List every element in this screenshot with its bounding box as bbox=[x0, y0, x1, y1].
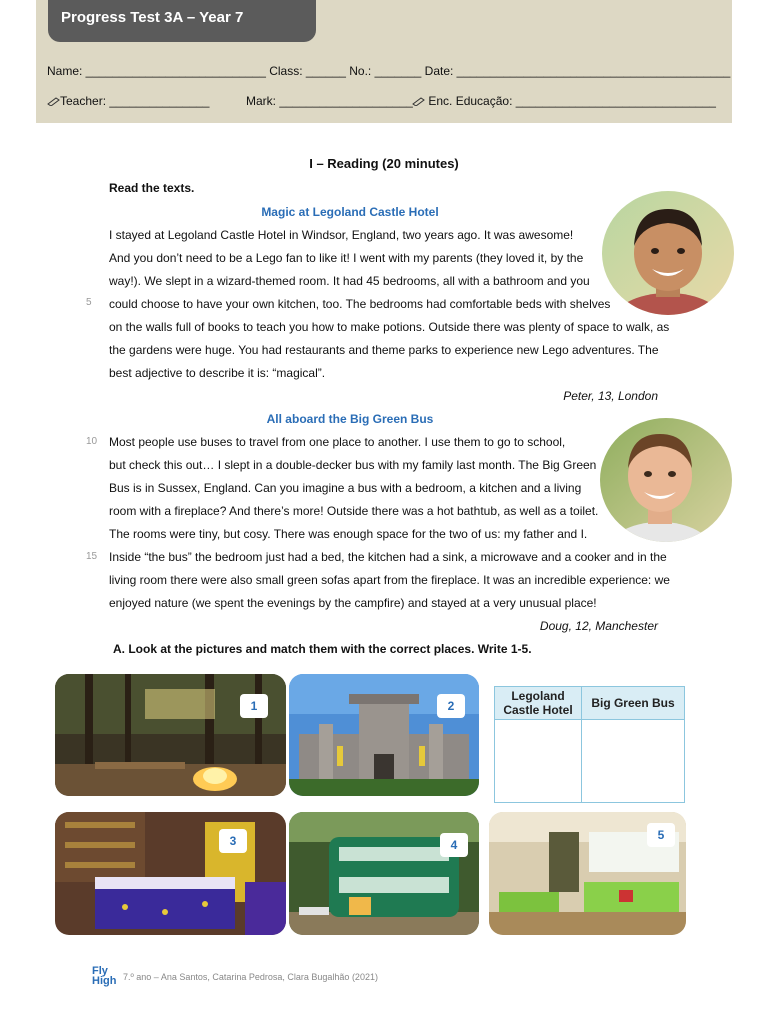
pencil-icon bbox=[412, 97, 425, 106]
enc-educacao-field[interactable] bbox=[412, 94, 716, 108]
text1-line: best adjective to describe it is: “magical”. bbox=[109, 366, 326, 380]
test-title: Progress Test 3A – Year 7 bbox=[48, 0, 316, 42]
text1-line: could choose to have your own kitchen, too. The bedrooms had comfortable beds with shelves bbox=[109, 297, 611, 311]
picture-2-castle bbox=[289, 674, 479, 796]
logo-line: High bbox=[92, 975, 117, 987]
text1-line: I stayed at Legoland Castle Hotel in Windsor, England, two years ago. It was awesome! bbox=[109, 228, 574, 242]
answer-cell-legoland[interactable] bbox=[495, 720, 582, 803]
line-number: 15 bbox=[86, 551, 98, 562]
line-number: 10 bbox=[86, 436, 98, 447]
task-a-instruction: A. Look at the pictures and match them with the correct places. Write 1-5. bbox=[113, 642, 532, 656]
text2-line: enjoyed nature (we spent the evenings by the campfire) and stayed at a very unusual place! bbox=[109, 596, 597, 610]
pencil-icon bbox=[47, 97, 60, 106]
picture-3-wizard-bedroom bbox=[55, 812, 286, 935]
table-header-bus: Big Green Bus bbox=[582, 687, 685, 720]
text2-line: Inside “the bus” the bedroom just had a bed, the kitchen had a sink, a microwave and a cooker and in the bbox=[109, 550, 667, 564]
picture-number-badge: 1 bbox=[240, 694, 268, 718]
boy-photo-peter bbox=[602, 191, 734, 315]
text1-title: Magic at Legoland Castle Hotel bbox=[261, 205, 439, 219]
text2-title: All aboard the Big Green Bus bbox=[266, 412, 434, 426]
teacher-label: Teacher: _______________ bbox=[60, 94, 210, 108]
picture-1-campfire bbox=[55, 674, 286, 796]
picture-number-badge: 4 bbox=[440, 833, 468, 857]
text2-signature: Doug, 12, Manchester bbox=[539, 619, 658, 633]
text2-line: Bus is in Sussex, England. Can you imagine a bus with a bedroom, a kitchen and a living bbox=[109, 481, 582, 495]
teacher-field[interactable] bbox=[47, 94, 209, 108]
enc-label: Enc. Educação: ______________________________ bbox=[428, 94, 716, 108]
text1-line: the gardens were huge. You had restaurants and theme parks to experience new Lego adventures. The bbox=[109, 343, 659, 357]
picture-number-badge: 2 bbox=[437, 694, 465, 718]
match-table bbox=[494, 686, 685, 803]
text1-line: on the walls full of books to teach you how to make potions. Outside there was plenty of space to walk, as bbox=[109, 320, 670, 334]
text2-line: Most people use buses to travel from one place to another. I use them to go to school, bbox=[109, 435, 566, 449]
mark-field[interactable]: Mark: ____________________ bbox=[246, 94, 413, 108]
picture-4-green-bus bbox=[289, 812, 479, 935]
picture-number-badge: 3 bbox=[219, 829, 247, 853]
student-info-line[interactable]: Name: ___________________________ Class: ______ No.: _______ Date: _________________________________________ bbox=[47, 64, 731, 78]
fly-high-logo bbox=[92, 966, 116, 986]
table-header-legoland: Legoland Castle Hotel bbox=[495, 687, 582, 720]
boy-photo-doug bbox=[600, 418, 732, 542]
text2-line: but check this out… I slept in a double-decker bus with my family last month. The Big Green bbox=[109, 458, 597, 472]
footer-credits: 7.º ano – Ana Santos, Catarina Pedrosa, Clara Bugalhão (2021) bbox=[123, 972, 378, 982]
picture-number-badge: 5 bbox=[647, 823, 675, 847]
logo-line: Fly bbox=[92, 965, 108, 977]
section-heading: I – Reading (20 minutes) bbox=[309, 156, 459, 171]
text1-line: way!). We slept in a wizard-themed room. It had 45 bedrooms, all with a bathroom and you bbox=[109, 274, 590, 288]
answer-cell-bus[interactable] bbox=[582, 720, 685, 803]
instruction: Read the texts. bbox=[109, 181, 195, 195]
text2-line: room with a fireplace? And there’s more! Outside there was a hot bathtub, as well as a toilet. bbox=[109, 504, 599, 518]
text1-line: And you don’t need to be a Lego fan to like it! I went with my parents (they loved it, by the bbox=[109, 251, 584, 265]
text2-line: living room there were also small green sofas apart from the fireplace. It was an incredible experience: we bbox=[109, 573, 670, 587]
text2-line: The rooms were tiny, but cosy. There was enough space for the two of us: my father and I. bbox=[109, 527, 588, 541]
line-number: 5 bbox=[86, 297, 92, 308]
text1-signature: Peter, 13, London bbox=[563, 389, 658, 403]
